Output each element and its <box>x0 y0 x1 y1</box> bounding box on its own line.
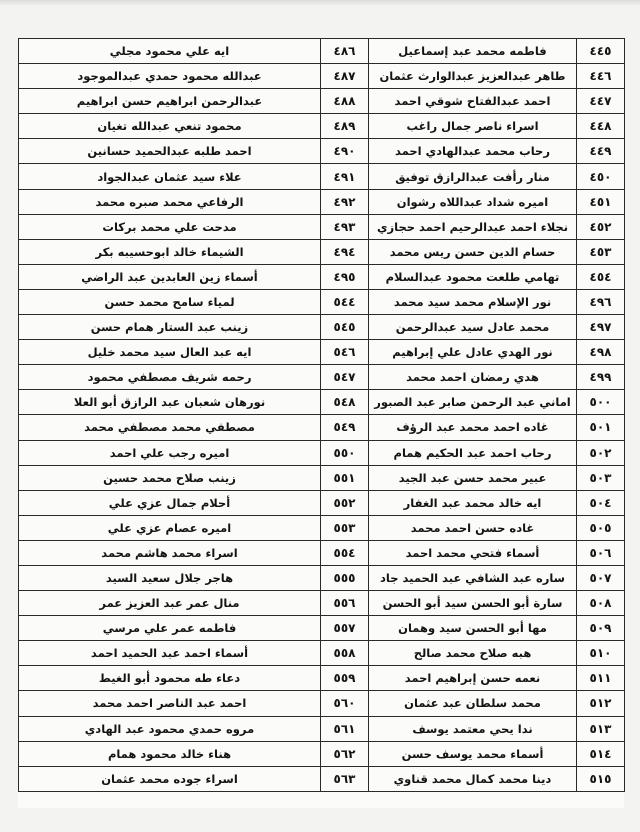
row-number-left: ٤٩٣ <box>321 214 369 239</box>
names-table <box>18 38 625 792</box>
row-number-left: ٥٤٨ <box>321 390 369 415</box>
row-number-right: ٥٠٥ <box>577 515 625 540</box>
table-row <box>19 616 625 641</box>
row-name-right: ايه خالد محمد عبد الغفار <box>369 490 577 515</box>
row-name-right: اماني عبد الرحمن صابر عبد الصبور <box>369 390 577 415</box>
row-number-right: ٤٩٩ <box>577 365 625 390</box>
row-number-right: ٥١٢ <box>577 691 625 716</box>
table-row <box>19 164 625 189</box>
row-name-right: فاطمه محمد عبد إسماعيل <box>369 39 577 64</box>
row-name-right: نور الإسلام محمد سيد محمد <box>369 289 577 314</box>
row-number-left: ٥٦٣ <box>321 766 369 791</box>
row-number-left: ٥٥٧ <box>321 616 369 641</box>
row-number-right: ٥٠٧ <box>577 565 625 590</box>
row-name-left: احمد طلبه عبدالحميد حسانين <box>19 139 321 164</box>
names-sheet <box>18 38 624 808</box>
row-name-left: دعاء طه محمود أبو الغيط <box>19 666 321 691</box>
row-name-left: الرفاعي محمد صبره محمد <box>19 189 321 214</box>
table-row <box>19 716 625 741</box>
row-name-right: أسماء محمد يوسف حسن <box>369 741 577 766</box>
row-number-right: ٤٤٥ <box>577 39 625 64</box>
row-number-right: ٥٠٢ <box>577 440 625 465</box>
row-number-right: ٤٥٤ <box>577 264 625 289</box>
row-number-right: ٤٩٨ <box>577 340 625 365</box>
row-number-right: ٥٠٠ <box>577 390 625 415</box>
row-name-left: مروه حمدي محمود عبد الهادي <box>19 716 321 741</box>
row-name-left: مدحت علي محمد بركات <box>19 214 321 239</box>
row-number-left: ٤٨٩ <box>321 114 369 139</box>
row-name-right: نجلاء احمد عبدالرحيم احمد حجازي <box>369 214 577 239</box>
table-row <box>19 189 625 214</box>
row-number-right: ٥١٠ <box>577 641 625 666</box>
table-row <box>19 289 625 314</box>
row-number-left: ٤٨٦ <box>321 39 369 64</box>
row-number-right: ٥٠٩ <box>577 616 625 641</box>
table-row <box>19 440 625 465</box>
table-row <box>19 591 625 616</box>
row-number-left: ٥٥١ <box>321 465 369 490</box>
row-name-right: اسراء ناصر جمال راغب <box>369 114 577 139</box>
row-name-right: رحاب احمد عبد الحكيم همام <box>369 440 577 465</box>
row-number-left: ٥٥٩ <box>321 666 369 691</box>
row-number-left: ٤٨٧ <box>321 64 369 89</box>
row-name-left: عبدالرحمن ابراهيم حسن ابراهيم <box>19 89 321 114</box>
row-name-right: رحاب محمد عبدالهادي احمد <box>369 139 577 164</box>
row-name-left: الشيماء خالد ابوحسيبه بكر <box>19 239 321 264</box>
table-row <box>19 565 625 590</box>
row-name-right: محمد عادل سيد عبدالرحمن <box>369 315 577 340</box>
row-name-left: زينب صلاح محمد حسين <box>19 465 321 490</box>
row-name-right: منار رأفت عبدالرازق توفيق <box>369 164 577 189</box>
row-number-right: ٥١٣ <box>577 716 625 741</box>
row-name-right: غاده احمد محمد عبد الرؤف <box>369 415 577 440</box>
table-row <box>19 315 625 340</box>
row-number-left: ٥٤٦ <box>321 340 369 365</box>
row-name-right: تهامي طلعت محمود عبدالسلام <box>369 264 577 289</box>
row-name-left: أسماء زين العابدين عبد الراضي <box>19 264 321 289</box>
row-name-left: نورهان شعبان عبد الرازق أبو العلا <box>19 390 321 415</box>
table-row <box>19 415 625 440</box>
page-top-edge <box>0 0 640 6</box>
row-number-right: ٤٤٩ <box>577 139 625 164</box>
row-name-left: رحمه شريف مصطفي محمود <box>19 365 321 390</box>
row-name-left: محمود تنعي عبدالله تغيان <box>19 114 321 139</box>
row-number-left: ٤٩٠ <box>321 139 369 164</box>
table-row <box>19 666 625 691</box>
row-name-left: هناء خالد محمود همام <box>19 741 321 766</box>
row-number-left: ٥٥٣ <box>321 515 369 540</box>
row-number-left: ٥٦١ <box>321 716 369 741</box>
row-name-right: طاهر عبدالعزيز عبدالوارث عثمان <box>369 64 577 89</box>
row-number-right: ٤٥١ <box>577 189 625 214</box>
row-number-left: ٥٥٢ <box>321 490 369 515</box>
row-number-right: ٥٠٨ <box>577 591 625 616</box>
row-name-left: لمياء سامح محمد حسن <box>19 289 321 314</box>
row-name-left: مصطفي محمد مصطفي محمد <box>19 415 321 440</box>
row-number-left: ٥٤٩ <box>321 415 369 440</box>
names-table-body <box>19 39 625 792</box>
row-name-right: نور الهدي عادل علي إبراهيم <box>369 340 577 365</box>
row-name-left: أحلام جمال عزي علي <box>19 490 321 515</box>
row-name-right: ساره عبد الشافي عبد الحميد جاد <box>369 565 577 590</box>
row-number-right: ٥٠٦ <box>577 540 625 565</box>
row-number-right: ٥١١ <box>577 666 625 691</box>
row-name-left: عبدالله محمود حمدي عبدالموجود <box>19 64 321 89</box>
row-number-left: ٥٤٧ <box>321 365 369 390</box>
row-number-left: ٤٩١ <box>321 164 369 189</box>
row-name-right: مها أبو الحسن سيد وهمان <box>369 616 577 641</box>
row-number-right: ٤٤٧ <box>577 89 625 114</box>
row-number-right: ٤٤٨ <box>577 114 625 139</box>
row-name-right: ندا يحي معتمد يوسف <box>369 716 577 741</box>
row-number-left: ٤٨٨ <box>321 89 369 114</box>
row-number-right: ٤٥٠ <box>577 164 625 189</box>
table-row <box>19 741 625 766</box>
row-name-right: نعمه حسن إبراهيم احمد <box>369 666 577 691</box>
row-number-left: ٤٩٥ <box>321 264 369 289</box>
row-name-left: علاء سيد عثمان عبدالجواد <box>19 164 321 189</box>
row-name-left: أسماء احمد عبد الحميد احمد <box>19 641 321 666</box>
row-number-right: ٤٤٦ <box>577 64 625 89</box>
table-row <box>19 365 625 390</box>
row-number-right: ٤٩٦ <box>577 289 625 314</box>
row-name-left: زينب عبد الستار همام حسن <box>19 315 321 340</box>
row-number-left: ٥٥٤ <box>321 540 369 565</box>
table-row <box>19 89 625 114</box>
row-name-right: هدي رمضان احمد محمد <box>369 365 577 390</box>
row-name-left: ايه علي محمود مجلي <box>19 39 321 64</box>
table-row <box>19 239 625 264</box>
table-row <box>19 766 625 791</box>
row-number-left: ٥٤٥ <box>321 315 369 340</box>
row-name-right: هبه صلاح محمد صالح <box>369 641 577 666</box>
row-number-right: ٥٠٣ <box>577 465 625 490</box>
table-row <box>19 390 625 415</box>
row-name-right: سارة أبو الحسن سيد أبو الحسن <box>369 591 577 616</box>
row-number-left: ٤٩٤ <box>321 239 369 264</box>
row-number-right: ٤٥٣ <box>577 239 625 264</box>
table-row <box>19 39 625 64</box>
row-name-left: فاطمه عمر علي مرسي <box>19 616 321 641</box>
row-name-left: احمد عبد الناصر احمد محمد <box>19 691 321 716</box>
row-number-left: ٥٥٥ <box>321 565 369 590</box>
row-number-left: ٤٩٢ <box>321 189 369 214</box>
row-name-right: حسام الدين حسن ريس محمد <box>369 239 577 264</box>
row-number-right: ٥٠١ <box>577 415 625 440</box>
row-name-left: هاجر جلال سعيد السيد <box>19 565 321 590</box>
row-number-left: ٥٦٠ <box>321 691 369 716</box>
row-number-left: ٥٥٠ <box>321 440 369 465</box>
row-name-left: اميره عصام عزي علي <box>19 515 321 540</box>
row-name-right: احمد عبدالفتاح شوقي احمد <box>369 89 577 114</box>
row-number-right: ٤٩٧ <box>577 315 625 340</box>
row-number-right: ٥٠٤ <box>577 490 625 515</box>
row-number-right: ٥١٤ <box>577 741 625 766</box>
table-row <box>19 139 625 164</box>
table-row <box>19 641 625 666</box>
row-name-left: اسراء محمد هاشم محمد <box>19 540 321 565</box>
row-name-right: عبير محمد حسن عبد الجيد <box>369 465 577 490</box>
table-row <box>19 214 625 239</box>
table-row <box>19 465 625 490</box>
table-row <box>19 340 625 365</box>
table-row <box>19 490 625 515</box>
row-number-left: ٥٥٨ <box>321 641 369 666</box>
row-name-left: اميره رجب علي احمد <box>19 440 321 465</box>
row-number-left: ٥٦٢ <box>321 741 369 766</box>
row-name-right: أسماء فتحي محمد احمد <box>369 540 577 565</box>
row-name-right: محمد سلطان عبد عثمان <box>369 691 577 716</box>
table-row <box>19 691 625 716</box>
row-name-right: غاده حسن احمد محمد <box>369 515 577 540</box>
row-name-left: اسراء جوده محمد عثمان <box>19 766 321 791</box>
row-number-left: ٥٤٤ <box>321 289 369 314</box>
table-row <box>19 515 625 540</box>
row-number-left: ٥٥٦ <box>321 591 369 616</box>
table-row <box>19 540 625 565</box>
row-number-right: ٤٥٢ <box>577 214 625 239</box>
row-name-right: دينا محمد كمال محمد قناوي <box>369 766 577 791</box>
row-name-right: اميره شداد عبداللاه رشوان <box>369 189 577 214</box>
table-row <box>19 64 625 89</box>
table-row <box>19 114 625 139</box>
row-name-left: منال عمر عبد العزيز عمر <box>19 591 321 616</box>
table-row <box>19 264 625 289</box>
row-number-right: ٥١٥ <box>577 766 625 791</box>
row-name-left: ايه عبد العال سيد محمد خليل <box>19 340 321 365</box>
